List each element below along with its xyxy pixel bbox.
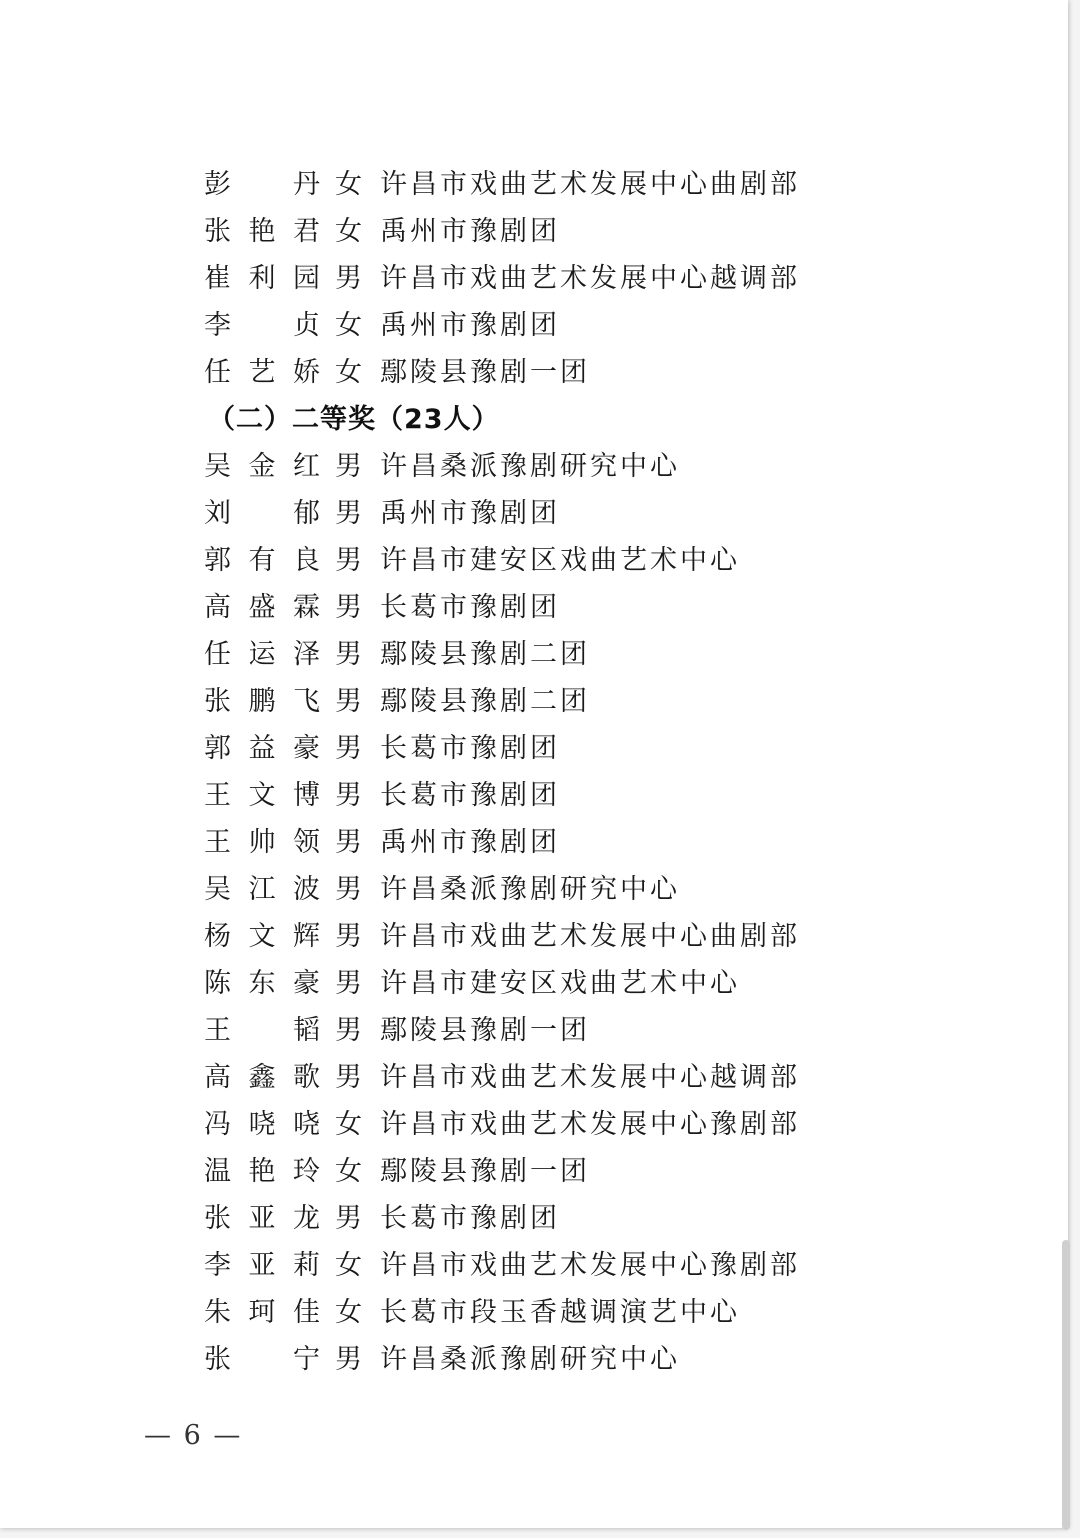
list-item <box>204 722 904 769</box>
person-name: 王帅领 <box>204 827 320 858</box>
award-list <box>204 158 904 1380</box>
list-item <box>204 299 904 346</box>
list-item <box>204 205 904 252</box>
person-name: 李亚莉 <box>204 1250 320 1281</box>
person-unit: 许昌市建安区戏曲艺术中心 <box>380 545 740 576</box>
list-item <box>204 628 904 675</box>
person-gender: 男 <box>335 921 365 952</box>
person-unit: 禹州市豫剧团 <box>380 827 560 858</box>
person-unit: 禹州市豫剧团 <box>380 498 560 529</box>
person-name: 张艳君 <box>204 216 320 247</box>
person-unit: 许昌市戏曲艺术发展中心曲剧部 <box>380 169 800 200</box>
person-gender: 男 <box>335 545 365 576</box>
list-item <box>204 675 904 722</box>
person-unit: 长葛市豫剧团 <box>380 592 560 623</box>
person-name: 刘郁 <box>204 498 320 529</box>
list-item <box>204 1004 904 1051</box>
person-gender: 男 <box>335 1062 365 1093</box>
person-unit: 鄢陵县豫剧一团 <box>380 1015 590 1046</box>
person-gender: 女 <box>335 1297 365 1328</box>
person-gender: 男 <box>335 968 365 999</box>
person-unit: 许昌市戏曲艺术发展中心越调部 <box>380 1062 800 1093</box>
person-unit: 许昌桑派豫剧研究中心 <box>380 451 680 482</box>
person-name: 朱珂佳 <box>204 1297 320 1328</box>
page-number: — 6 — <box>144 1420 243 1451</box>
list-item <box>204 910 904 957</box>
person-gender: 男 <box>335 874 365 905</box>
second-prize-list <box>204 440 904 1380</box>
person-unit: 鄢陵县豫剧二团 <box>380 686 590 717</box>
list-item <box>204 346 904 393</box>
list-item <box>204 1333 904 1380</box>
person-gender: 男 <box>335 733 365 764</box>
person-name: 张鹏飞 <box>204 686 320 717</box>
person-unit: 长葛市豫剧团 <box>380 1203 560 1234</box>
person-gender: 男 <box>335 639 365 670</box>
person-gender: 女 <box>335 169 365 200</box>
person-unit: 禹州市豫剧团 <box>380 216 560 247</box>
person-name: 彭丹 <box>204 169 320 200</box>
person-name: 王文博 <box>204 780 320 811</box>
list-item <box>204 487 904 534</box>
person-gender: 女 <box>335 216 365 247</box>
person-gender: 男 <box>335 263 365 294</box>
person-name: 陈东豪 <box>204 968 320 999</box>
person-unit: 鄢陵县豫剧二团 <box>380 639 590 670</box>
person-unit: 许昌桑派豫剧研究中心 <box>380 1344 680 1375</box>
person-gender: 男 <box>335 1015 365 1046</box>
list-item <box>204 534 904 581</box>
person-unit: 许昌桑派豫剧研究中心 <box>380 874 680 905</box>
list-item <box>204 158 904 205</box>
person-unit: 鄢陵县豫剧一团 <box>380 1156 590 1187</box>
first-prize-continued-list <box>204 158 904 393</box>
person-gender: 女 <box>335 1156 365 1187</box>
person-unit: 长葛市豫剧团 <box>380 780 560 811</box>
person-unit: 禹州市豫剧团 <box>380 310 560 341</box>
person-gender: 女 <box>335 1109 365 1140</box>
person-gender: 男 <box>335 451 365 482</box>
person-name: 李贞 <box>204 310 320 341</box>
person-name: 王韬 <box>204 1015 320 1046</box>
person-name: 任运泽 <box>204 639 320 670</box>
person-gender: 女 <box>335 310 365 341</box>
person-name: 高鑫歌 <box>204 1062 320 1093</box>
person-name: 冯哓哓 <box>204 1109 320 1140</box>
list-item <box>204 252 904 299</box>
person-unit: 许昌市戏曲艺术发展中心曲剧部 <box>380 921 800 952</box>
person-unit: 许昌市戏曲艺术发展中心豫剧部 <box>380 1109 800 1140</box>
person-unit: 许昌市戏曲艺术发展中心豫剧部 <box>380 1250 800 1281</box>
list-item <box>204 769 904 816</box>
person-gender: 女 <box>335 1250 365 1281</box>
person-unit: 长葛市段玉香越调演艺中心 <box>380 1297 740 1328</box>
person-unit: 许昌市建安区戏曲艺术中心 <box>380 968 740 999</box>
second-prize-heading: （二）二等奖（23人） <box>208 404 500 435</box>
person-name: 吴江波 <box>204 874 320 905</box>
list-item <box>204 1051 904 1098</box>
person-name: 张亚龙 <box>204 1203 320 1234</box>
person-name: 张宁 <box>204 1344 320 1375</box>
list-item <box>204 1098 904 1145</box>
person-unit: 长葛市豫剧团 <box>380 733 560 764</box>
person-name: 吴金红 <box>204 451 320 482</box>
person-unit: 鄢陵县豫剧一团 <box>380 357 590 388</box>
person-gender: 男 <box>335 1203 365 1234</box>
list-item <box>204 1239 904 1286</box>
list-item <box>204 1145 904 1192</box>
person-gender: 男 <box>335 827 365 858</box>
person-name: 杨文辉 <box>204 921 320 952</box>
person-gender: 男 <box>335 780 365 811</box>
list-item <box>204 1192 904 1239</box>
list-item <box>204 581 904 628</box>
person-name: 郭有良 <box>204 545 320 576</box>
person-gender: 女 <box>335 357 365 388</box>
list-item <box>204 1286 904 1333</box>
list-item <box>204 816 904 863</box>
person-name: 郭益豪 <box>204 733 320 764</box>
list-item <box>204 440 904 487</box>
person-name: 崔利园 <box>204 263 320 294</box>
list-item <box>204 957 904 1004</box>
person-gender: 男 <box>335 498 365 529</box>
list-item <box>204 863 904 910</box>
person-name: 温艳玲 <box>204 1156 320 1187</box>
person-gender: 男 <box>335 686 365 717</box>
person-gender: 男 <box>335 1344 365 1375</box>
person-gender: 男 <box>335 592 365 623</box>
person-unit: 许昌市戏曲艺术发展中心越调部 <box>380 263 800 294</box>
person-name: 任艺娇 <box>204 357 320 388</box>
vertical-scrollbar[interactable] <box>1062 1240 1070 1530</box>
person-name: 高盛霖 <box>204 592 320 623</box>
